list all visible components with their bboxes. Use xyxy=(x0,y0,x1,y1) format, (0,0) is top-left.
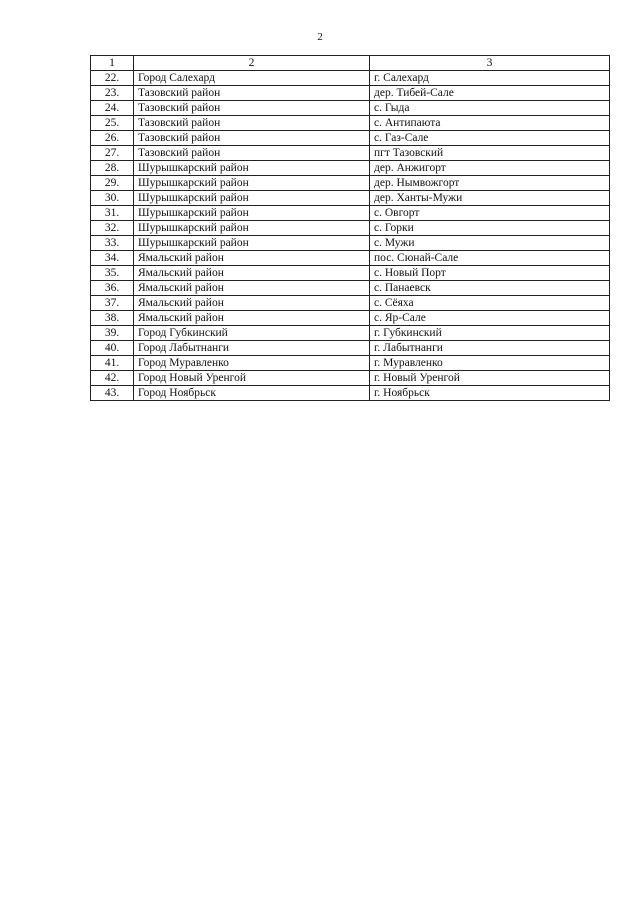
table-row xyxy=(91,251,610,266)
district-cell: Тазовский район xyxy=(134,131,370,146)
row-number-cell: 41. xyxy=(91,356,134,371)
locality-cell: пгт Тазовский xyxy=(370,146,610,161)
row-number-cell: 32. xyxy=(91,221,134,236)
table-row xyxy=(91,191,610,206)
table-body xyxy=(91,56,610,401)
column-header-1: 1 xyxy=(91,56,134,71)
row-number-cell: 37. xyxy=(91,296,134,311)
table-row xyxy=(91,131,610,146)
row-number-cell: 39. xyxy=(91,326,134,341)
district-cell: Шурышкарский район xyxy=(134,191,370,206)
row-number-cell: 24. xyxy=(91,101,134,116)
table-row xyxy=(91,356,610,371)
locality-cell: с. Новый Порт xyxy=(370,266,610,281)
table-row xyxy=(91,281,610,296)
locality-cell: с. Мужи xyxy=(370,236,610,251)
table-row xyxy=(91,326,610,341)
locality-cell: дер. Нымвожгорт xyxy=(370,176,610,191)
table-row xyxy=(91,221,610,236)
row-number-cell: 42. xyxy=(91,371,134,386)
table-row xyxy=(91,341,610,356)
settlements-table xyxy=(90,55,610,401)
locality-cell: с. Яр-Сале xyxy=(370,311,610,326)
district-cell: Город Новый Уренгой xyxy=(134,371,370,386)
locality-cell: с. Гыда xyxy=(370,101,610,116)
column-header-2: 2 xyxy=(134,56,370,71)
district-cell: Ямальский район xyxy=(134,281,370,296)
district-cell: Город Лабытнанги xyxy=(134,341,370,356)
locality-cell: дер. Ханты-Мужи xyxy=(370,191,610,206)
district-cell: Тазовский район xyxy=(134,86,370,101)
locality-cell: г. Лабытнанги xyxy=(370,341,610,356)
row-number-cell: 38. xyxy=(91,311,134,326)
locality-cell: г. Муравленко xyxy=(370,356,610,371)
locality-cell: с. Горки xyxy=(370,221,610,236)
locality-cell: с. Газ-Сале xyxy=(370,131,610,146)
table-row xyxy=(91,71,610,86)
row-number-cell: 36. xyxy=(91,281,134,296)
locality-cell: с. Панаевск xyxy=(370,281,610,296)
district-cell: Шурышкарский район xyxy=(134,176,370,191)
locality-cell: г. Ноябрьск xyxy=(370,386,610,401)
district-cell: Город Губкинский xyxy=(134,326,370,341)
table-row xyxy=(91,371,610,386)
district-cell: Ямальский район xyxy=(134,311,370,326)
district-cell: Тазовский район xyxy=(134,146,370,161)
table-row xyxy=(91,116,610,131)
table-row xyxy=(91,386,610,401)
locality-cell: г. Салехард xyxy=(370,71,610,86)
row-number-cell: 29. xyxy=(91,176,134,191)
table-row xyxy=(91,176,610,191)
district-cell: Шурышкарский район xyxy=(134,221,370,236)
row-number-cell: 22. xyxy=(91,71,134,86)
district-cell: Тазовский район xyxy=(134,101,370,116)
row-number-cell: 23. xyxy=(91,86,134,101)
table-row xyxy=(91,296,610,311)
row-number-cell: 35. xyxy=(91,266,134,281)
locality-cell: г. Губкинский xyxy=(370,326,610,341)
district-cell: Шурышкарский район xyxy=(134,161,370,176)
row-number-cell: 40. xyxy=(91,341,134,356)
district-cell: Шурышкарский район xyxy=(134,236,370,251)
row-number-cell: 33. xyxy=(91,236,134,251)
table-row xyxy=(91,101,610,116)
table-row xyxy=(91,86,610,101)
row-number-cell: 27. xyxy=(91,146,134,161)
district-cell: Город Ноябрьск xyxy=(134,386,370,401)
locality-cell: с. Овгорт xyxy=(370,206,610,221)
district-cell: Ямальский район xyxy=(134,266,370,281)
page-number: 2 xyxy=(317,31,323,43)
table-row xyxy=(91,206,610,221)
district-cell: Город Муравленко xyxy=(134,356,370,371)
table-row xyxy=(91,236,610,251)
locality-cell: пос. Сюнай-Сале xyxy=(370,251,610,266)
column-header-3: 3 xyxy=(370,56,610,71)
locality-cell: дер. Тибей-Сале xyxy=(370,86,610,101)
table-row xyxy=(91,311,610,326)
district-cell: Ямальский район xyxy=(134,296,370,311)
locality-cell: с. Сёяха xyxy=(370,296,610,311)
table-row xyxy=(91,266,610,281)
row-number-cell: 26. xyxy=(91,131,134,146)
row-number-cell: 43. xyxy=(91,386,134,401)
district-cell: Шурышкарский район xyxy=(134,206,370,221)
district-cell: Тазовский район xyxy=(134,116,370,131)
row-number-cell: 34. xyxy=(91,251,134,266)
table-row xyxy=(91,161,610,176)
row-number-cell: 25. xyxy=(91,116,134,131)
locality-cell: с. Антипаюта xyxy=(370,116,610,131)
district-cell: Город Салехард xyxy=(134,71,370,86)
locality-cell: дер. Анжигорт xyxy=(370,161,610,176)
table-header-row xyxy=(91,56,610,71)
row-number-cell: 30. xyxy=(91,191,134,206)
row-number-cell: 31. xyxy=(91,206,134,221)
district-cell: Ямальский район xyxy=(134,251,370,266)
row-number-cell: 28. xyxy=(91,161,134,176)
locality-cell: г. Новый Уренгой xyxy=(370,371,610,386)
table-row xyxy=(91,146,610,161)
